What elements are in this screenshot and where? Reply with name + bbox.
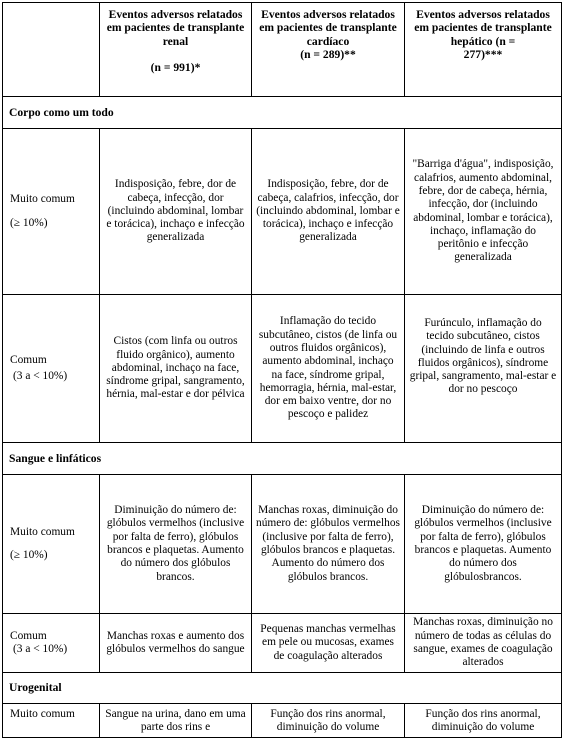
header-row	[3, 3, 562, 97]
cell-renal: Cistos (com linfa ou outros fluido orgânico), aumento abdominal, inchaço na face, síndrome gripal, sangramento, hérnia, mal-estar e dor pélvica	[100, 295, 252, 443]
cell-hepatic: Manchas roxas, diminuição no número de todas as células do sangue, exames de coagulação alterados	[405, 614, 562, 673]
table-row	[3, 475, 562, 614]
cell-hepatic: Função dos rins anormal, diminuição do volume	[405, 704, 562, 738]
table-row	[3, 614, 562, 673]
section-body-as-whole: Corpo como um todo	[3, 97, 562, 129]
header-renal	[100, 3, 252, 97]
header-cardiac	[252, 3, 405, 97]
freq-label: Comum	[10, 353, 47, 366]
cell-hepatic: Furúnculo, inflamação do tecido subcutâneo, cistos (incluindo de linfa e outros fluidos orgânicos), síndrome gripal, sangramento, mal-estar e dor no pescoço	[405, 295, 562, 443]
cell-renal: Sangue na urina, dano em uma parte dos rins e	[100, 704, 252, 738]
table-row	[3, 129, 562, 295]
header-cardiac-n: (n = 289)**	[300, 48, 356, 62]
header-hepatic-title: Eventos adversos relatados em pacientes de transplante hepático (n =	[414, 8, 552, 48]
freq-very-common	[3, 129, 100, 295]
section-row-body	[3, 97, 562, 129]
cell-hepatic: "Barriga d'água", indisposição, calafrios, aumento abdominal, febre, dor de cabeça, hérnia, infecção, dor (incluindo abdominal, lombar e torácica), inchaço, inflamação do peritônio e infecção generalizada	[405, 129, 562, 295]
cell-renal: Diminuição do número de: glóbulos vermelhos (inclusive por falta de ferro), glóbulos brancos e plaquetas. Aumento do número dos glóbulos brancos.	[100, 475, 252, 614]
cell-cardiac: Indisposição, febre, dor de cabeça, calafrios, infecção, dor (incluindo abdominal, lombar e torácica), inchaço e infecção generalizada	[252, 129, 405, 295]
adverse-events-table	[2, 2, 562, 738]
freq-common	[3, 295, 100, 443]
cell-hepatic: Diminuição do número de: glóbulos vermelhos (inclusive por falta de ferro), glóbulos brancos e plaquetas. Aumento do número dos glóbulosbrancos.	[405, 475, 562, 614]
table-row	[3, 704, 562, 738]
cell-cardiac: Função dos rins anormal, diminuição do volume	[252, 704, 405, 738]
freq-very-common	[3, 475, 100, 614]
section-row-blood	[3, 443, 562, 475]
header-renal-title: Eventos adversos relatados em pacientes de transplante renal	[106, 8, 245, 48]
freq-range: (3 a < 10%)	[13, 370, 68, 382]
freq-very-common	[3, 704, 100, 738]
freq-range: (≥ 10%)	[10, 216, 48, 229]
freq-label: Muito comum	[10, 525, 75, 538]
freq-label: Muito comum	[10, 193, 75, 206]
section-blood-lymph: Sangue e linfáticos	[3, 443, 562, 475]
freq-label: Muito comum	[10, 708, 75, 720]
freq-label: Comum	[10, 629, 47, 642]
cell-cardiac: Manchas roxas, diminuição do número de: glóbulos vermelhos (inclusive por falta de ferro), glóbulos brancos e plaquetas. Aumento do número dos glóbulos brancos.	[252, 475, 405, 614]
cell-cardiac: Inflamação do tecido subcutâneo, cistos (de linfa ou outros fluidos orgânicos), aumento abdominal, inchaço na face, síndrome gripal, hemorragia, hérnia, mal-estar, dor em baixo ventre, dor no pescoço e palidez	[252, 295, 405, 443]
cell-cardiac: Pequenas manchas vermelhas em pele ou mucosas, exames de coagulação alterados	[252, 614, 405, 673]
section-row-uro	[3, 673, 562, 704]
section-urogenital: Urogenital	[3, 673, 562, 704]
table-row	[3, 295, 562, 443]
header-empty-cell	[3, 3, 100, 97]
cell-renal: Manchas roxas e aumento dos glóbulos vermelhos do sangue	[100, 614, 252, 673]
header-cardiac-title: Eventos adversos relatados em pacientes de transplante cardíaco	[259, 8, 397, 48]
cell-renal: Indisposição, febre, dor de cabeça, infecção, dor (incluindo abdominal, lombar e torácica), inchaço e infecção generalizada	[100, 129, 252, 295]
header-hepatic	[405, 3, 562, 97]
freq-range: (3 a < 10%)	[13, 643, 68, 655]
header-hepatic-n: 277)***	[463, 48, 503, 62]
freq-range: (≥ 10%)	[10, 549, 48, 561]
freq-common	[3, 614, 100, 673]
header-renal-n: (n = 991)*	[150, 61, 201, 75]
